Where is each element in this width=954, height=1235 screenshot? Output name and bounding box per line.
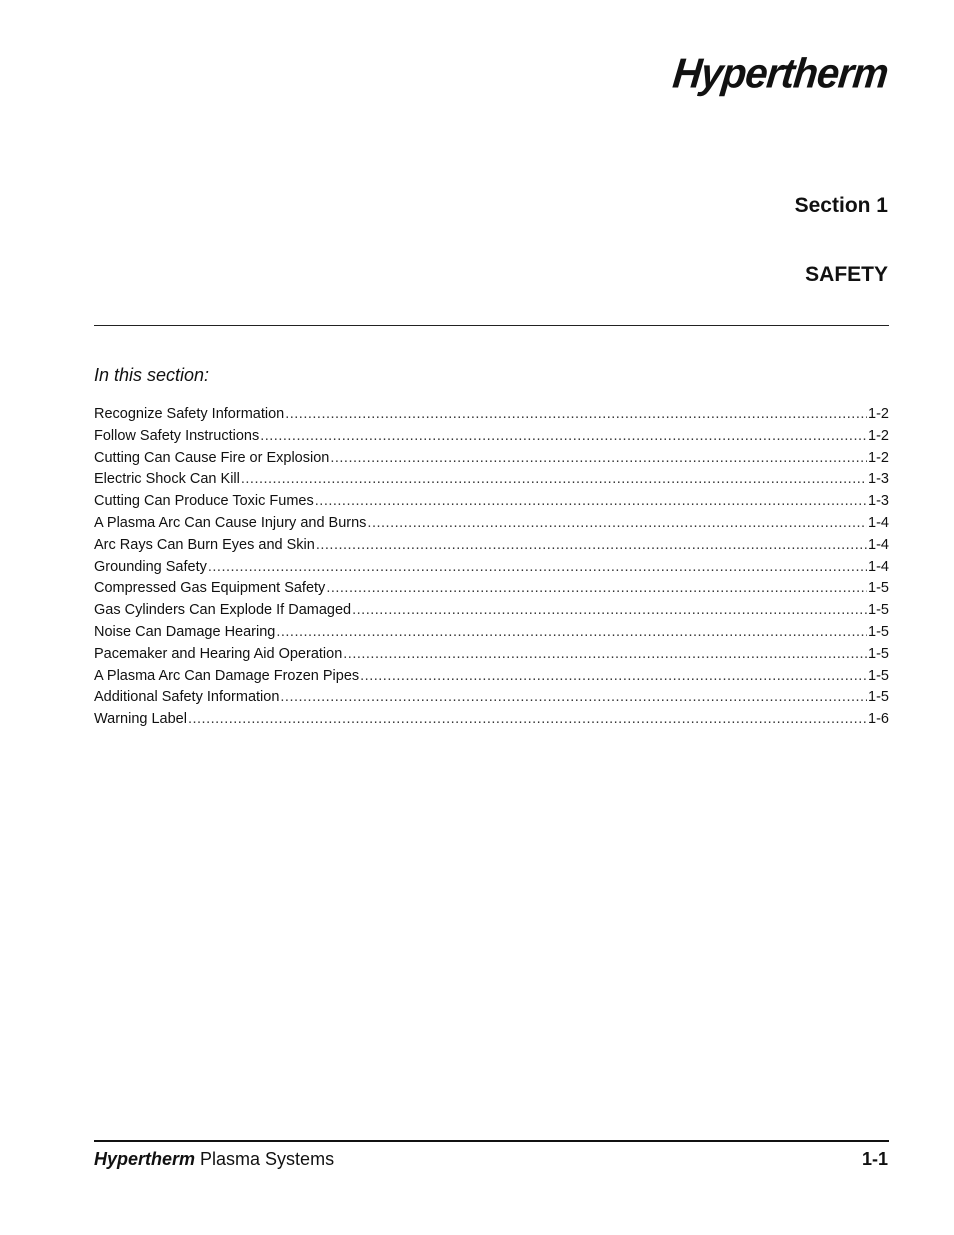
toc-entry-page: 1-6 [868, 711, 889, 728]
toc-entry-title: Pacemaker and Hearing Aid Operation [94, 645, 343, 662]
footer-product [94, 1149, 334, 1170]
toc-entry[interactable] [94, 450, 889, 472]
toc-entry-title: Follow Safety Instructions [94, 427, 260, 444]
toc-entry-page: 1-5 [868, 645, 889, 662]
toc-entry[interactable] [94, 406, 889, 428]
toc-entry-title: A Plasma Arc Can Damage Frozen Pipes [94, 667, 360, 684]
header-divider [94, 325, 889, 326]
toc-entry[interactable] [94, 602, 889, 624]
footer-brand: Hypertherm [94, 1149, 196, 1169]
toc-entry-page: 1-4 [868, 536, 889, 553]
toc-leader [343, 646, 867, 662]
toc-leader [276, 624, 867, 640]
toc-leader [285, 406, 867, 422]
toc-leader [315, 493, 867, 509]
toc-entry[interactable] [94, 580, 889, 602]
toc-entry[interactable] [94, 559, 889, 581]
toc-leader [352, 602, 867, 618]
toc-entry-title: Grounding Safety [94, 558, 207, 575]
toc-entry-page: 1-3 [868, 471, 889, 488]
footer-product-name: Plasma Systems [195, 1149, 335, 1169]
toc-entry-title: Noise Can Damage Hearing [94, 623, 276, 640]
footer-page-number: 1-1 [861, 1149, 888, 1169]
toc-entry-page: 1-2 [868, 449, 889, 466]
toc-entry[interactable] [94, 646, 889, 668]
toc-entry-page: 1-5 [868, 602, 889, 619]
toc-entry-title: Compressed Gas Equipment Safety [94, 580, 326, 597]
toc-leader [260, 428, 867, 444]
toc-entry-title: Cutting Can Produce Toxic Fumes [94, 493, 314, 510]
toc-entry-title: Recognize Safety Information [94, 406, 285, 422]
toc-entry[interactable] [94, 515, 889, 537]
toc-entry[interactable] [94, 689, 889, 711]
toc-entry[interactable] [94, 624, 889, 646]
toc-entry[interactable] [94, 428, 889, 450]
toc-entry-page: 1-5 [868, 667, 889, 684]
toc-entry[interactable] [94, 668, 889, 690]
toc-leader [360, 668, 867, 684]
toc-leader [330, 450, 867, 466]
toc-entry-page: 1-2 [868, 427, 889, 444]
toc-leader [367, 515, 867, 531]
section-title: SAFETY [805, 263, 888, 286]
toc-entry-page: 1-5 [868, 580, 889, 597]
toc-entry[interactable] [94, 711, 889, 733]
toc-entry-page: 1-4 [868, 514, 889, 531]
toc-leader [316, 537, 867, 553]
toc-entry[interactable] [94, 537, 889, 559]
toc-entry-page: 1-4 [868, 558, 889, 575]
toc-leader [241, 471, 867, 487]
toc-entry-title: Arc Rays Can Burn Eyes and Skin [94, 536, 315, 553]
toc-leader [280, 689, 867, 705]
toc-entry-page: 1-5 [868, 689, 889, 706]
hypertherm-logo: Hypertherm [671, 50, 891, 98]
toc-entry-title: A Plasma Arc Can Cause Injury and Burns [94, 514, 367, 531]
toc-entry-title: Additional Safety Information [94, 689, 280, 706]
toc-leader [208, 559, 867, 575]
table-of-contents [94, 406, 889, 733]
toc-leader [326, 580, 867, 596]
toc-entry-title: Gas Cylinders Can Explode If Damaged [94, 602, 352, 619]
toc-entry-page: 1-5 [868, 623, 889, 640]
toc-entry-page: 1-3 [868, 493, 889, 510]
toc-entry[interactable] [94, 471, 889, 493]
toc-entry-title: Warning Label [94, 711, 187, 728]
toc-entry-title: Electric Shock Can Kill [94, 471, 240, 488]
section-number: Section 1 [794, 194, 888, 217]
footer-divider [94, 1140, 889, 1142]
toc-entry-page: 1-2 [868, 406, 889, 422]
toc-leader [188, 711, 867, 727]
intro-heading: In this section: [94, 365, 210, 385]
toc-entry-title: Cutting Can Cause Fire or Explosion [94, 449, 330, 466]
toc-entry[interactable] [94, 493, 889, 515]
